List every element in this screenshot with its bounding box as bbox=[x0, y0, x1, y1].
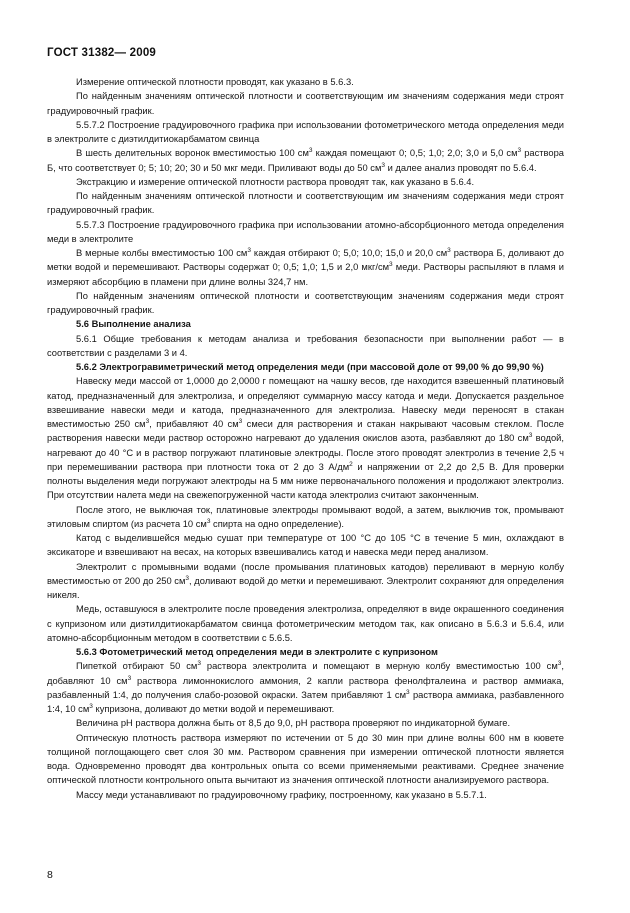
superscript: 2 bbox=[349, 460, 353, 468]
body-paragraph: В мерные колбы вместимостью 100 $см^3$ каждая отбирают 0; 5,0; 10,0; 15,0 и 20,0 $см^3$ раствора Б, доливают до метки водой и перемешивают. Растворы содержат 0; 0,5; 1,0; 1,5 и 2,0 мкг/$см^3$ меди. Растворы распыляют в пламя и измеряют абсорбцию в пламени при длине волны 324,7 нм. bbox=[47, 247, 564, 287]
superscript: 3 bbox=[238, 418, 243, 425]
body-paragraph: Величина pH раствора должна быть от 8,5 до 9,0, pH раствора проверяют по индикаторной бумаге. bbox=[76, 718, 511, 729]
section-heading: 5.6.2 Электрогравиметрический метод определения меди (при массовой доле от 99,00 % до 99,90 %) bbox=[76, 362, 544, 372]
body-paragraph: После этого, не выключая ток, платиновые электроды промывают водой, а затем, выключив ток, промывают этиловым спиртом (из расчета 10 $см^3$ спирта на одно определение). bbox=[47, 504, 564, 529]
superscript: 3 bbox=[185, 574, 190, 582]
body-paragraph: По найденным значениям оптической плотности и соответствующим значениям содержания меди строят градуировочный график. bbox=[47, 290, 564, 315]
superscript: 3 bbox=[308, 147, 313, 155]
superscript: 3 bbox=[381, 161, 386, 169]
superscript: 3 bbox=[557, 660, 562, 668]
body-paragraph: Катод с выделившейся медью сушат при температуре от 100 °С до 105 °С в течение 5 мин, охлаждают в эксикаторе и взвешивают на весах, на которых взвешивались катод и навеска меди перед анализом. bbox=[47, 533, 564, 558]
superscript: 3 bbox=[197, 660, 201, 668]
page-number: 8 bbox=[47, 869, 53, 881]
superscript: 3 bbox=[447, 247, 451, 254]
superscript: 3 bbox=[127, 674, 132, 682]
document-body bbox=[47, 75, 564, 802]
superscript: 3 bbox=[247, 247, 251, 254]
body-paragraph: В шесть делительных воронок вместимостью 100 $см^3$ каждая помещают 0; 0,5; 1,0; 2,0; 3,0 и 5,0 $см^3$ раствора Б, что соответствует 0; 5; 10; 20; 30 и 50 мкг меди. Приливают воды до 50 $см^3$ и далее анализ проводят по 5.6.4. bbox=[47, 147, 565, 173]
body-paragraph: 5.5.7.2 Построение градуировочного графика при использовании фотометрического метода определения меди в электролите с диэтилдитиокарбаматом свинца bbox=[47, 119, 564, 144]
body-paragraph: Экстракцию и измерение оптической плотности раствора проводят так, как указано в 5.6.4. bbox=[76, 176, 475, 187]
body-paragraph: Навеску меди массой от 1,0000 до 2,0000 г помещают на чашку весов, где находится взвешенный платиновый катод, предназначенный для электролиза, и определяют суммарную массу катода и меди. Допускается раздельное взвешивание навески меди и катода, предназначенного для электролиза. Навеску меди переносят в стакан вместимостью 250 $см^3$, прибавляют 40 $см^3$ смеси для растворения и стакан накрывают часовым стеклом. После растворения навески меди раствор осторожно нагревают до удаления окислов азота, разбавляют до 180 $см^3$ водой, нагревают до 40 °С и в раствор погружают платиновые электроды. После этого проводят электролиз в течение 2,5 ч при перемешивании раствора при плотности тока от 2 до 3 $А/дм^2$ и напряжении от 2,2 до 2,5 В. Для проверки полноты выделения меди погружают электроды на 5 мм ниже первоначального положения и продолжают электролиз. При отсутствии налета меди на свежепогруженной части катода электролиз считают законченным. bbox=[47, 376, 564, 501]
body-paragraph: По найденным значениям оптической плотности и соответствующим им значениям содержания меди строят градуировочный график. bbox=[47, 91, 564, 116]
superscript: 3 bbox=[389, 261, 393, 269]
superscript: 3 bbox=[528, 432, 533, 440]
superscript: 3 bbox=[406, 688, 410, 696]
body-paragraph: 5.6.1 Общие требования к методам анализа и требования безопасности при выполнении работ — в соответствии с разделами 3 и 4. bbox=[47, 333, 564, 358]
superscript: 3 bbox=[517, 147, 522, 155]
body-paragraph: 5.5.7.3 Построение градуировочного графика при использовании атомно-абсорбционного метода определения меди в электролите bbox=[47, 219, 564, 244]
body-paragraph: Пипеткой отбирают 50 $см^3$ раствора электролита и помещают в мерную колбу вместимостью 100 $см^3$, добавляют 10 $см^3$ раствора лимоннокислого аммония, 2 капли раствора фенолфталеина и раствор аммиака, разбавленный 1:4, до получения слабо-розовой окраски. Затем прибавляют 1 $см^3$ раствора аммиака, разбавленного 1:4, 10 $см^3$ купризона, доливают до метки водой и перемешивают. bbox=[47, 660, 565, 714]
superscript: 3 bbox=[145, 418, 150, 425]
body-paragraph: Массу меди устанавливают по градуировочному графику, построенному, как указано в 5.5.7.1. bbox=[76, 789, 487, 800]
body-paragraph: Оптическую плотность раствора измеряют по истечении от 5 до 30 мин при длине волны 600 нм в кювете толщиной поглощающего свет слоя 30 мм. Раствором сравнения при измерении оптической плотности является вода. Одновременно проводят два контрольных опыта со всеми применяемыми реактивами. Среднее значение оптической плотности контрольного опыта вычитают из значения оптической плотности анализируемого раствора. bbox=[47, 732, 564, 786]
body-paragraph: Электролит с промывными водами (после промывания платиновых катодов) переливают в мерную колбу вместимостью от 200 до 250 $см^3$, доливают водой до метки и перемешивают. Электролит сохраняют для определения никеля. bbox=[47, 561, 564, 600]
body-paragraph: Медь, оставшуюся в электролите после проведения электролиза, определяют в виде окрашенного соединения с купризоном или диэтилдитиокарбаматом свинца фотометрическим методом так, как описано в 5.6.3 и 5.6.4, или атомно-абсорбционным методом в соответствии с 5.6.5. bbox=[47, 604, 564, 643]
standard-title: ГОСТ 31382— 2009 bbox=[47, 47, 157, 59]
superscript: 3 bbox=[89, 703, 93, 710]
section-heading: 5.6.3 Фотометрический метод определения меди в электролите с купризоном bbox=[76, 647, 438, 657]
body-paragraph: Измерение оптической плотности проводят, как указано в 5.6.3. bbox=[76, 77, 354, 87]
superscript: 3 bbox=[206, 517, 211, 525]
section-heading: 5.6 Выполнение анализа bbox=[76, 319, 191, 330]
body-paragraph: По найденным значениям оптической плотности и соответствующим им значениям содержания меди строят градуировочный график. bbox=[47, 191, 564, 216]
